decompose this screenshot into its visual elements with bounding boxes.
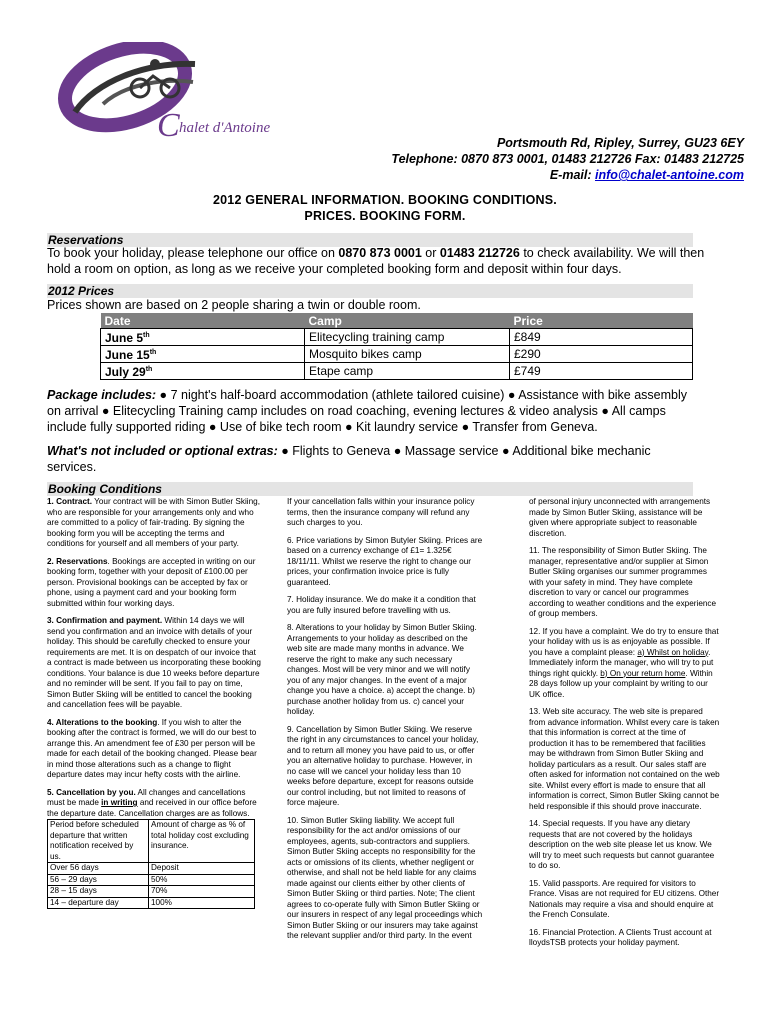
includes-label: Package includes: — [47, 388, 157, 402]
condition-4: 4. Alterations to the booking. If you wish to alter the booking after the contract is formed, we will do our best to arrange this. An amendment fee of £30 per person will be made for each detail of the booking changed. Please bear in mind those alterations such as a change to flight departure dates may incur hefty costs with the airline. — [47, 717, 257, 779]
row-date: July 29th — [101, 363, 305, 380]
header-camp: Camp — [305, 313, 510, 329]
condition-5: 5. Cancellation by you. All changes and cancellations must be made in writing and received in our office before the departure date. Cancellation charges are as follows. — [47, 787, 257, 818]
table-row: 14 – departure day 100% — [48, 897, 255, 909]
header-price: Price — [510, 313, 693, 329]
table-row: 28 – 15 days 70% — [48, 886, 255, 898]
table-row — [101, 346, 693, 363]
reservations-text: To book your holiday, please telephone our office on 0870 873 0001 or 01483 212726 to check availability. We will then hold a room on option, as long as we receive your completed booking form and deposit within four days. — [47, 246, 705, 276]
email-line — [550, 167, 744, 183]
document-title-line2: PRICES. BOOKING FORM. — [304, 209, 466, 223]
price-table-header — [101, 313, 693, 329]
prices-heading: 2012 Prices — [48, 284, 115, 298]
table-row — [101, 363, 693, 380]
table-row: Over 56 days Deposit — [48, 863, 255, 875]
row-camp: Mosquito bikes camp — [305, 346, 510, 363]
includes-text: ● 7 night's half-board accommodation (athlete tailored cuisine) ● Assistance with bike assembly on arrival ● Elitecycling Training camp includes on road coaching, evening lectures & video analysis ● All camps include fully supported riding ● Use of bike tech room ● Kit laundry service ● Transfer from Geneva. — [47, 388, 688, 434]
package-includes — [47, 387, 702, 435]
logo-text: halet d'Antoine — [179, 120, 271, 136]
row-camp: Etape camp — [305, 363, 510, 380]
logo-swoosh-icon — [55, 42, 295, 142]
address: Portsmouth Rd, Ripley, Surrey, GU23 6EY — [496, 136, 744, 150]
condition-8: 8. Alterations to your holiday by Simon Butler Skiing. Arrangements to your holiday as described on the web site are made many months in advance. We reserve the right to make any such necessary changes. Most will be very minor and we will notify you of any major changes. In the event of a major change you have a choice. a) accept the change. b) purchase another holiday from us. c) cancel your holiday. — [287, 623, 477, 716]
phone-1: 0870 873 0001 — [338, 246, 422, 260]
condition-10: 10. Simon Butler Skiing liability. We accept full responsibility for the act and/or omissions of our employees, agents, sub-contractors and suppliers. Simon Butler Skiing accepts no responsibility for the acts or omissions of its clients, whether negligent or otherwise, and shall not be held liable for any claims made against our clients either by other clients of Simon Butler Skiing or third parties. Note; The client agrees to co-operate fully with Simon Butler Skiing or our insurers in respect of any legal proceedings which Simon Butler Skiing or our insurers may take against the relevant supplier and/or third party. In the event — [287, 815, 483, 940]
condition-11: 11. The responsibility of Simon Butler Skiing. The manager, representative and/or supplier at Simon Butler Skiing organises our summer programmes with your safety in mind. They have complete discretion to vary or cancel our programmes according to weather conditions and the experience of group members. — [529, 546, 717, 618]
condition-6: 6. Price variations by Simon Butyler Skiing. Prices are based on a currency exchange of £1= 1.325€ 18/11/11. Whilst we reserve the right to change our prices, your confirmation invoice price is fully guaranteed. — [287, 535, 483, 587]
row-price: £290 — [510, 346, 693, 363]
row-date: June 5th — [101, 329, 305, 346]
conditions-column-3 — [529, 497, 721, 956]
table-row: 56 – 29 days 50% — [48, 874, 255, 886]
condition-14: 14. Special requests. If you have any dietary requests that are not covered by the holidays description on the web site please let us know. We will try to meet such requests but cannot guarantee to do so. — [529, 819, 715, 870]
telephone-fax: Telephone: 0870 873 0001, 01483 212726 Fax: 01483 212725 — [391, 152, 744, 166]
condition-16: 16. Financial Protection. A Clients Trust account at lloydsTSB protects your holiday payment. — [529, 927, 712, 947]
conditions-column-2 — [287, 497, 483, 949]
email-link[interactable]: info@chalet-antoine.com — [594, 168, 744, 182]
conditions-heading: Booking Conditions — [48, 482, 162, 496]
condition-15: 15. Valid passports. Are required for visitors to France. Visas are not required for EU citizens. Other Nationals may require a visa and should enquire at the French Consulate. — [529, 878, 720, 919]
logo-initial: C — [157, 107, 180, 142]
email-label: E-mail: — [549, 168, 595, 182]
condition-13: 13. Web site accuracy. The web site is prepared from advance information. Whilst every care is taken that this information is correct at the time of production it has to be remembered that facilities may be withdrawn from Simon Butler Skiing and holiday particulars as a result. Our sales staff are often asked for information not contained on the web site. Whilst every effort is made to ensure that all information is correct, Simon Butler Skiing cannot be held responsible if this should prove inaccurate. — [529, 707, 720, 811]
cancellation-charges-table — [47, 819, 255, 909]
prices-intro: Prices shown are based on 2 people sharing a twin or double room. — [47, 298, 421, 312]
condition-2: 2. Reservations. Bookings are accepted in writing on our booking form, together with your deposit of £100.00 per person. Provisional bookings can be accepted by fax or phone, using a payment card and your booking form submitted within four working days. — [47, 556, 256, 608]
conditions-bar — [47, 482, 693, 496]
condition-10-continued: of personal injury unconnected with arrangements made by Simon Butler Skiing, assistance will be given where appropriate subject to reasonable discretion. — [529, 497, 711, 538]
row-date: June 15th — [101, 346, 305, 363]
condition-9: 9. Cancellation by Simon Butler Skiing. We reserve the right in any circumstances to cancel your holiday, and to return all money you have paid to us, or offer you an alternative holiday to purchase. However, in no case will we cancel your holiday less than 10 weeks before departure, except for reasons outside our control including, but not limited to reasons of force majeure. — [287, 724, 479, 807]
condition-12: 12. If you have a complaint. We do try to ensure that your holiday with us is as enjoyable as possible. If you have a complaint please: a) Whilst on holiday. Immediately inform the manager, who will try to put things right quickly. b) On your return home. Within 28 days follow up your complaint by writing to our UK office. — [529, 626, 719, 699]
condition-cancellation-insurance: If your cancellation falls within your insurance policy terms, then the insurance company will refund any such charges to you. — [287, 497, 475, 527]
extras-text: ● Flights to Geneva ● Massage service ● Additional bike mechanic services. — [47, 444, 651, 474]
condition-7: 7. Holiday insurance. We do make it a condition that you are fully insured before travelling with us. — [287, 595, 476, 615]
row-price: £849 — [510, 329, 693, 346]
header-date: Date — [101, 313, 305, 329]
phone-2: 01483 212726 — [439, 246, 520, 260]
price-table — [100, 313, 693, 380]
row-price: £749 — [510, 363, 693, 380]
table-row: Period before scheduled departure that written notification received by us. Amount of charge as % of total holiday cost excluding insurance. — [48, 820, 255, 863]
chalet-antoine-logo — [55, 42, 295, 142]
condition-3: 3. Confirmation and payment. Within 14 days we will send you confirmation and an invoice with details of your holiday. This should be carefully checked to ensure your requirements are met. It is on despatch of our invoice that a contract is made between us incorporating these booking conditions. Your balance is due 10 weeks before departure and no reminder will be sent. If you fail to pay on time, Simon Butler Skiing will be entitled to cancel the booking and cancellation fees will be payable. — [47, 616, 261, 709]
optional-extras — [47, 443, 702, 475]
conditions-column-1 — [47, 497, 261, 909]
condition-1: 1. Contract. Your contract will be with Simon Butler Skiing, who are responsible for your arrangements only and who are committed to a policy of fair-trading. By signing the booking form you will be accepting the terms and conditions for yourself and all members of your party. — [47, 497, 260, 548]
table-row — [101, 329, 693, 346]
reservations-heading: Reservations — [48, 233, 124, 247]
row-camp: Elitecycling training camp — [305, 329, 510, 346]
prices-bar — [47, 284, 693, 298]
extras-label: What's not included or optional extras: — [47, 444, 278, 458]
document-title-line1: 2012 GENERAL INFORMATION. BOOKING CONDITIONS. — [213, 193, 557, 207]
